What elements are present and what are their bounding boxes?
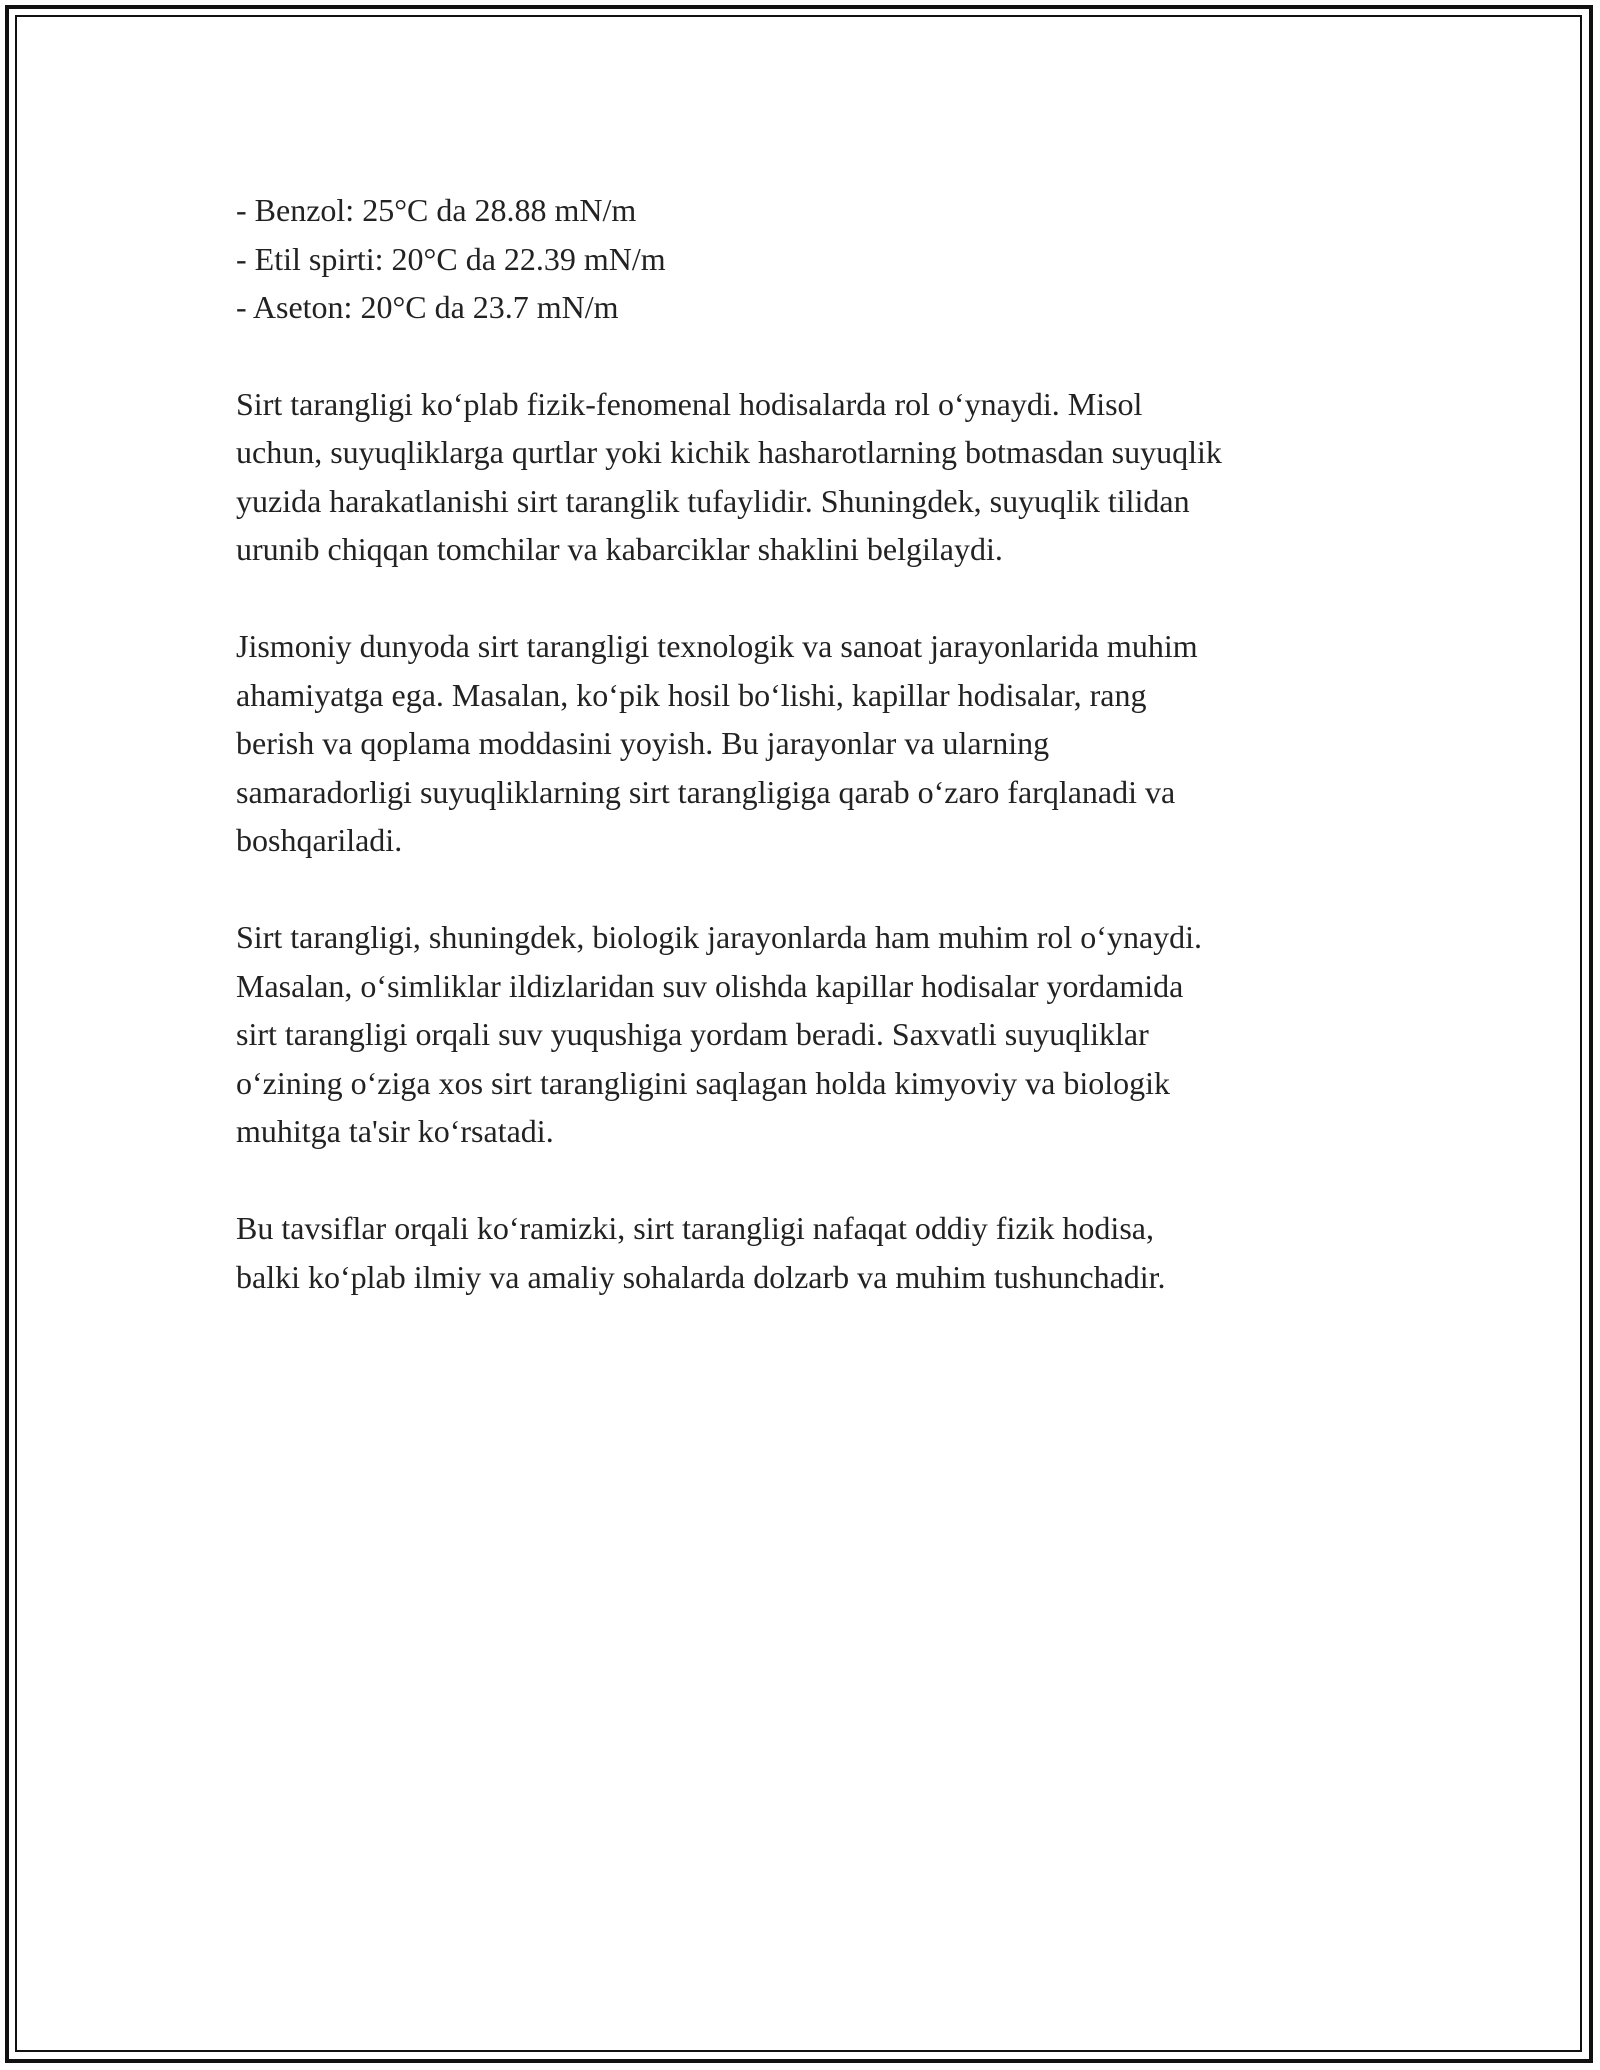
text-line: Jismoniy dunyoda sirt tarangligi texnologik va sanoat jarayonlarida muhim <box>236 628 1198 664</box>
text-line: balki ko‘plab ilmiy va amaliy sohalarda dolzarb va muhim tushunchadir. <box>236 1258 1166 1295</box>
text-line: Bu tavsiflar orqali ko‘ramizki, sirt tarangligi nafaqat oddiy fizik hodisa, <box>236 1210 1154 1246</box>
text-line: urunib chiqqan tomchilar va kabarciklar shaklini belgilaydi. <box>236 531 1003 567</box>
paragraph-biological-processes <box>236 913 1416 1156</box>
document-body <box>236 186 1416 1350</box>
text-line: Masalan, o‘simliklar ildizlaridan suv olishda kapillar hodisalar yordamida <box>236 967 1184 1004</box>
text-line: muhitga ta'sir ko‘rsatadi. <box>236 1113 554 1149</box>
paragraph-industrial-processes <box>236 622 1416 865</box>
text-line: samaradorligi suyuqliklarning sirt tarangligiga qarab o‘zaro farqlanadi va <box>236 773 1176 810</box>
list-item-aseton: - Aseton: 20°C da 23.7 mN/m <box>236 289 619 325</box>
text-line: sirt tarangligi orqali suv yuqushiga yordam beradi. Saxvatli suyuqliklar <box>236 1016 1149 1052</box>
text-line: o‘zining o‘ziga xos sirt tarangligini saqlagan holda kimyoviy va biologik <box>236 1064 1171 1101</box>
text-line: Sirt tarangligi ko‘plab fizik-fenomenal hodisalarda rol o‘ynaydi. Misol <box>236 385 1143 422</box>
text-line: berish va qoplama moddasini yoyish. Bu jarayonlar va ularning <box>236 725 1050 761</box>
text-line: boshqariladi. <box>236 822 403 858</box>
text-line: uchun, suyuqliklarga qurtlar yoki kichik hasharotlarning botmasdan suyuqlik <box>236 434 1222 470</box>
paragraph-physical-phenomena <box>236 380 1416 574</box>
text-line: ahamiyatga ega. Masalan, ko‘pik hosil bo‘lishi, kapillar hodisalar, rang <box>236 676 1147 713</box>
surface-tension-values-list <box>236 186 1416 332</box>
list-item-etil-spirti: - Etil spirti: 20°C da 22.39 mN/m <box>236 240 666 277</box>
text-line: yuzida harakatlanishi sirt taranglik tufaylidir. Shuningdek, suyuqlik tilidan <box>236 482 1190 519</box>
text-line: Sirt tarangligi, shuningdek, biologik jarayonlarda ham muhim rol o‘ynaydi. <box>236 919 1203 955</box>
paragraph-conclusion <box>236 1204 1416 1301</box>
list-item-benzol: - Benzol: 25°C da 28.88 mN/m <box>236 192 637 228</box>
